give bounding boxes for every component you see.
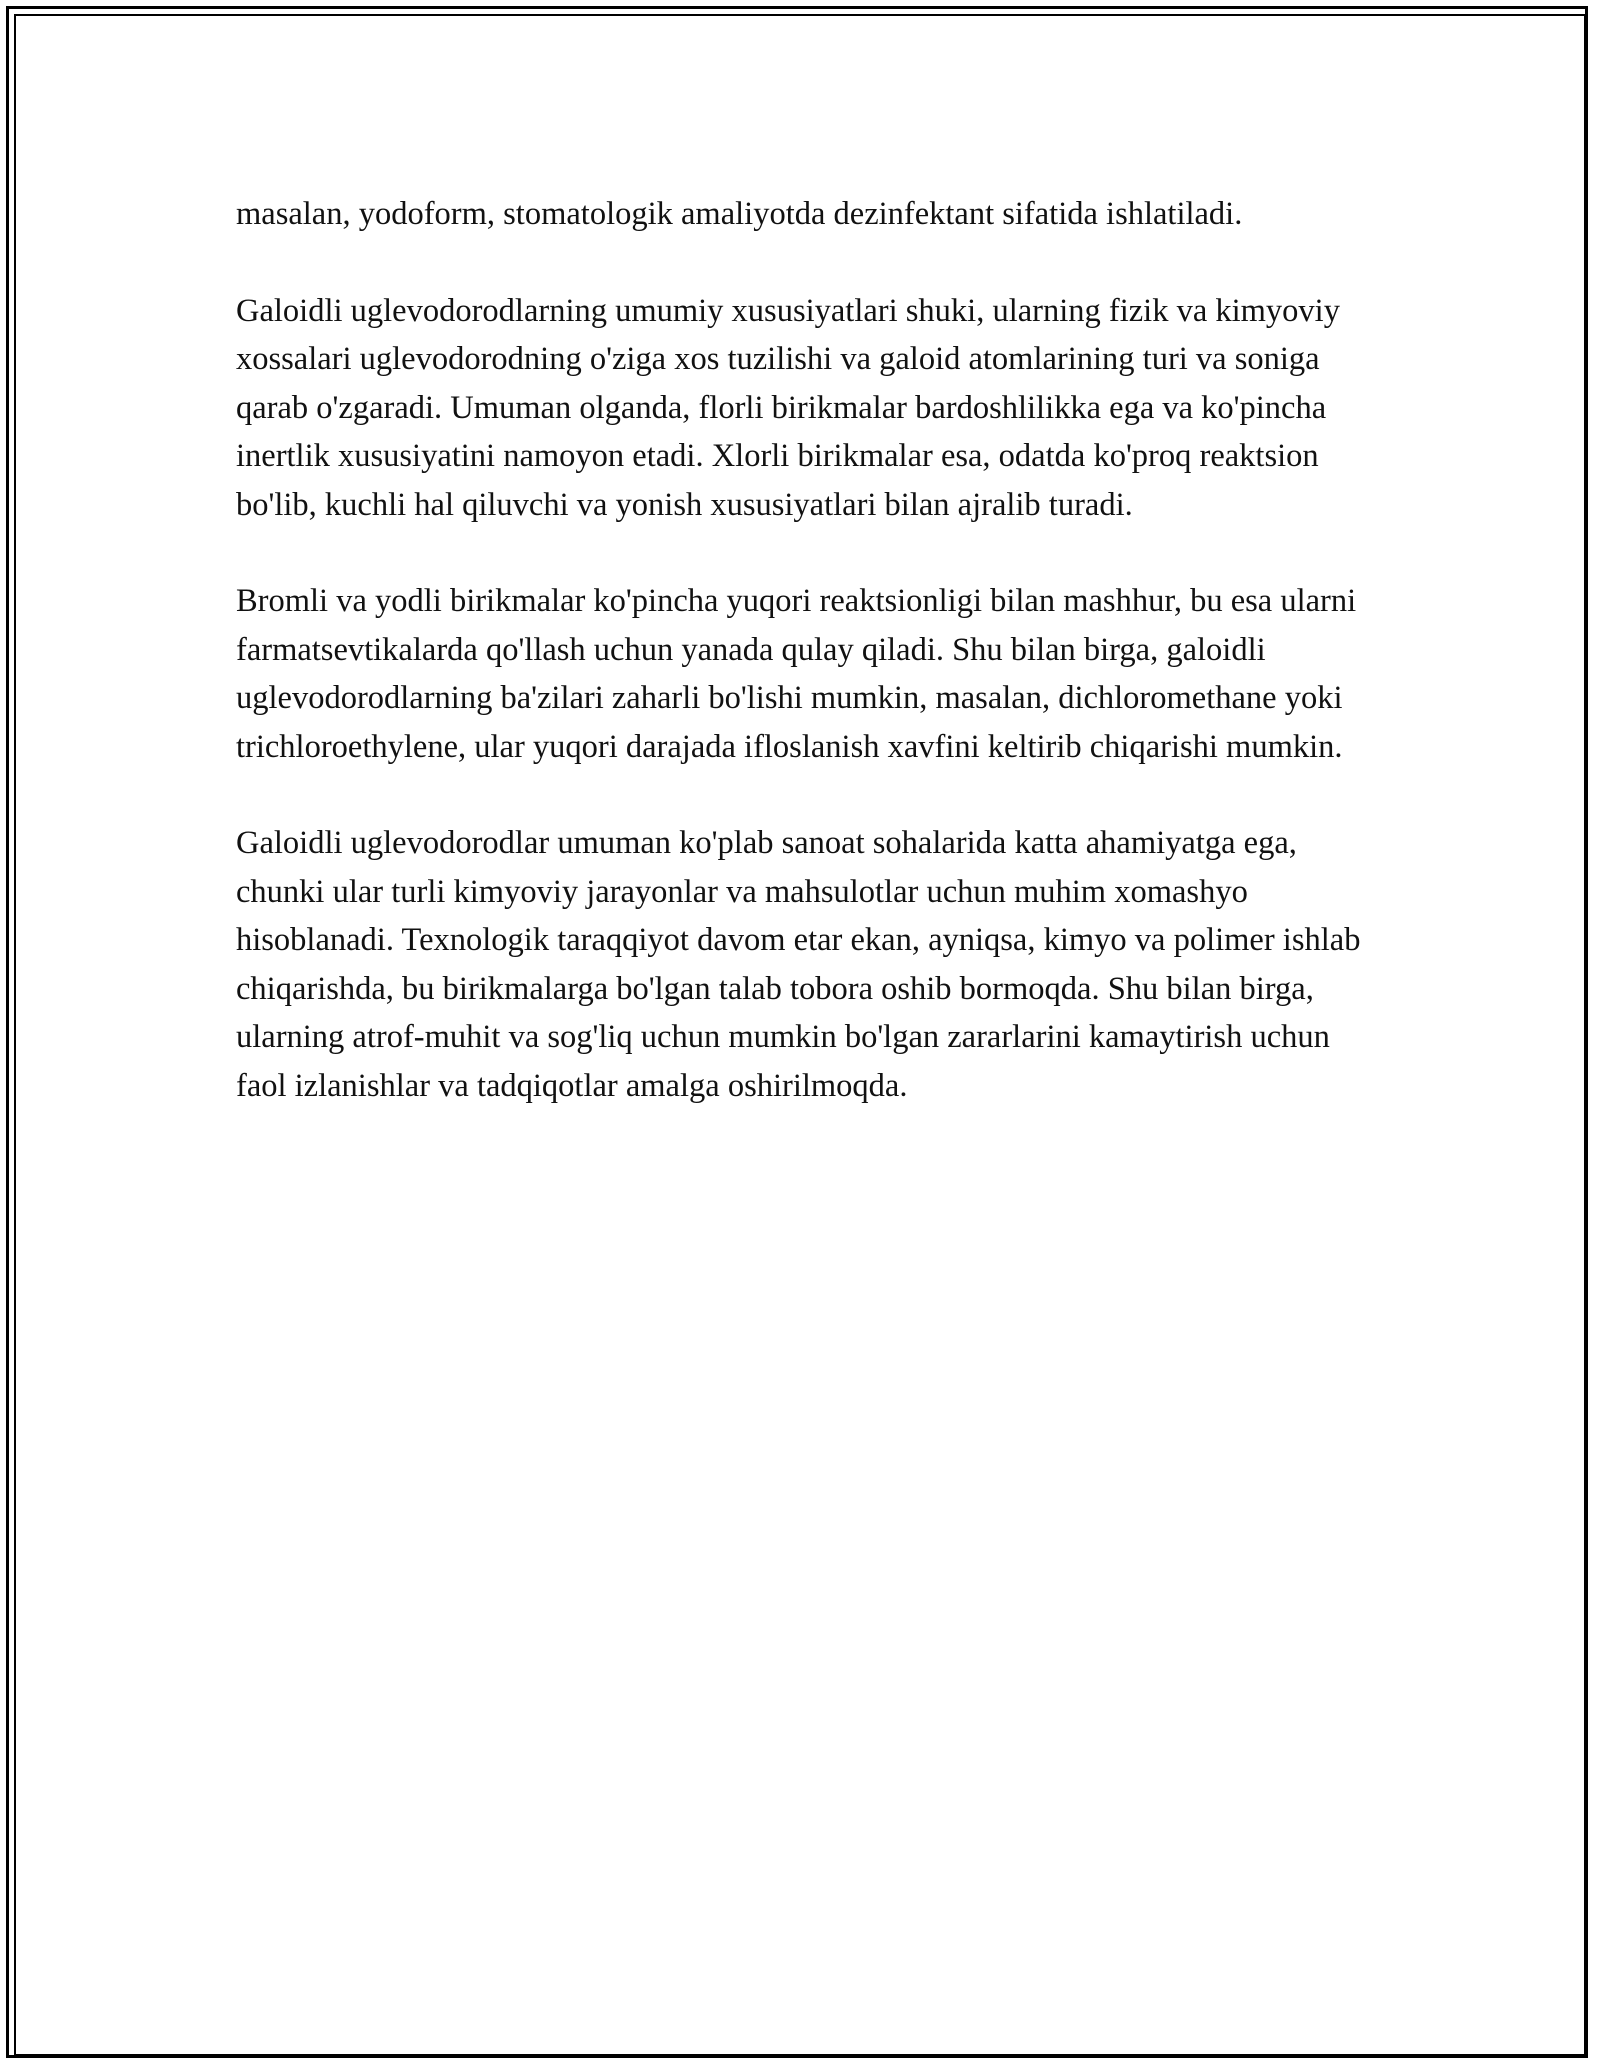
paragraph: Galoidli uglevodorodlar umuman ko'plab sanoat sohalarida katta ahamiyatga ega, chunki ular turli kimyoviy jarayonlar va mahsulotlar uchun muhim xomashyo hisoblanadi. Texnologik taraqqiyot davom etar ekan, ayniqsa, kimyo va polimer ishlab chiqarishda, bu birikmalarga bo'lgan talab tobora oshib bormoqda. Shu bilan birga, ularning atrof-muhit va sog'liq uchun mumkin bo'lgan zararlarini kamaytirish uchun faol izlanishlar va tadqiqotlar amalga oshirilmoqda. <box>236 825 1361 1104</box>
paragraph: Galoidli uglevodorodlarning umumiy xususiyatlari shuki, ularning fizik va kimyoviy xossalari uglevodorodning o'ziga xos tuzilishi va galoid atomlarining turi va soniga qarab o'zgaradi. Umuman olganda, florli birikmalar bardoshlilikka ega va ko'pincha inertlik xususiyatini namoyon etadi. Xlorli birikmalar esa, odatda ko'proq reaktsion bo'lib, kuchli hal qiluvchi va yonish xususiyatlari bilan ajralib turadi. <box>236 292 1340 523</box>
document-body <box>236 190 1386 1158</box>
paragraph: masalan, yodoform, stomatologik amaliyotda dezinfektant sifatida ishlatiladi. <box>236 196 1243 232</box>
paragraph: Bromli va yodli birikmalar ko'pincha yuqori reaktsionligi bilan mashhur, bu esa ularni farmatsevtikalarda qo'llash uchun yanada qulay qiladi. Shu bilan birga, galoidli uglevodorodlarning ba'zilari zaharli bo'lishi mumkin, masalan, dichloromethane yoki trichloroethylene, ular yuqori darajada ifloslanish xavfini keltirib chiqarishi mumkin. <box>236 583 1357 765</box>
